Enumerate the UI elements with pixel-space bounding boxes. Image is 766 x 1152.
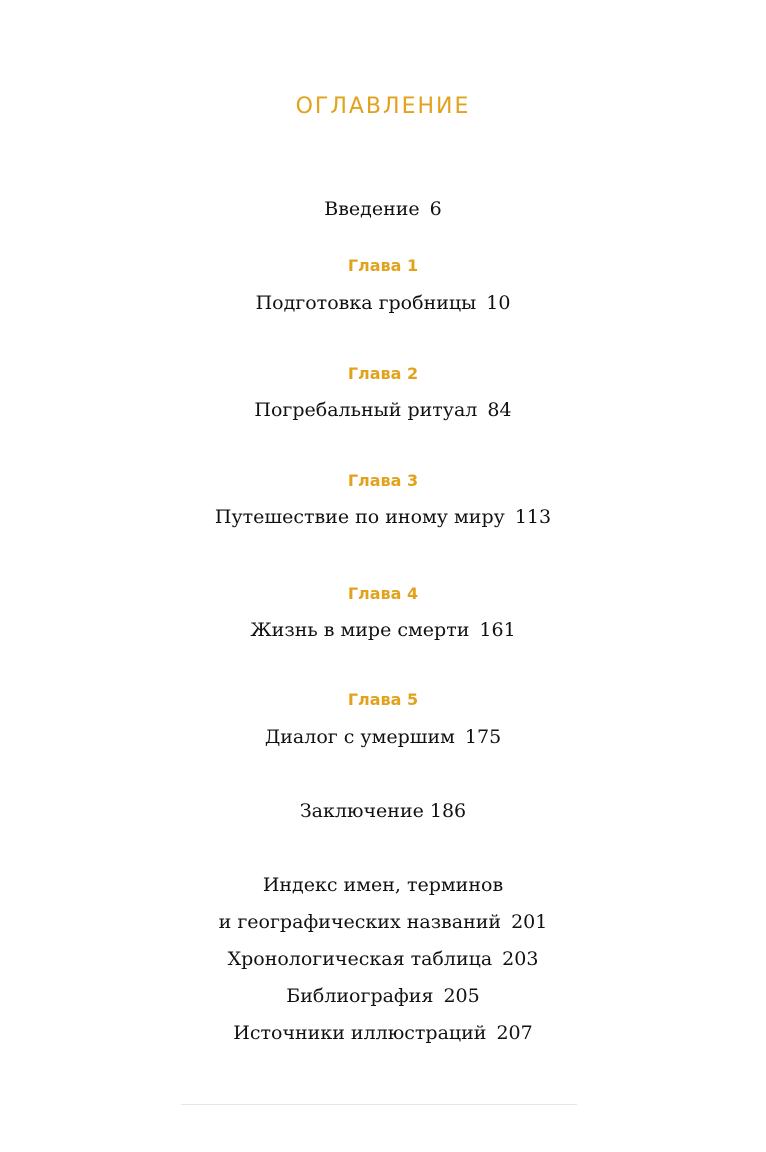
chapter-3-label: Глава 3 xyxy=(347,471,419,490)
entry-title: Путешествие по иному миру xyxy=(214,506,505,528)
chapter-1-label: Глава 1 xyxy=(347,256,419,275)
entry-page: 175 xyxy=(464,726,502,748)
entry-title: Хронологическая таблица xyxy=(227,948,493,970)
entry-title: Источники иллюстраций xyxy=(233,1022,487,1044)
toc-entry-bibliography xyxy=(0,983,766,1009)
toc-entry-chapter-2 xyxy=(0,397,766,423)
entry-title: и географических названий xyxy=(218,911,502,933)
entry-page: 10 xyxy=(486,292,511,314)
toc-entry-intro xyxy=(0,196,766,222)
entry-page: 161 xyxy=(479,619,516,641)
entry-title: Введение xyxy=(324,198,420,220)
entry-page: 207 xyxy=(496,1022,533,1044)
entry-title: Библиография xyxy=(286,985,434,1007)
toc-entry-conclusion xyxy=(0,798,766,824)
entry-title: Заключение xyxy=(299,800,424,822)
toc-entry-index-line-2 xyxy=(0,909,766,935)
chapter-5-label: Глава 5 xyxy=(347,690,419,709)
toc-entry-index-line-1 xyxy=(0,872,766,898)
entry-page: 186 xyxy=(429,800,467,822)
entry-page: 113 xyxy=(514,506,552,528)
toc-entry-chapter-3 xyxy=(0,504,766,530)
bottom-divider xyxy=(181,1104,577,1105)
toc-entry-chapter-1 xyxy=(0,290,766,316)
entry-title: Диалог с умершим xyxy=(264,726,455,748)
entry-title: Жизнь в мире смерти xyxy=(250,619,470,641)
entry-page: 201 xyxy=(511,911,548,933)
toc-entry-chapter-4 xyxy=(0,617,766,643)
entry-title: Индекс имен, терминов xyxy=(262,874,504,896)
entry-title: Погребальный ритуал xyxy=(254,399,478,421)
entry-page: 205 xyxy=(443,985,480,1007)
toc-entry-illustrations xyxy=(0,1020,766,1046)
entry-page: 203 xyxy=(502,948,539,970)
entry-page: 6 xyxy=(429,198,442,220)
entry-title: Подготовка гробницы xyxy=(255,292,477,314)
toc-entry-chapter-5 xyxy=(0,724,766,750)
entry-page: 84 xyxy=(487,399,512,421)
chapter-4-label: Глава 4 xyxy=(347,584,419,603)
toc-entry-chronology xyxy=(0,946,766,972)
toc-title: ОГЛАВЛЕНИЕ xyxy=(295,94,471,119)
chapter-2-label: Глава 2 xyxy=(347,364,419,383)
